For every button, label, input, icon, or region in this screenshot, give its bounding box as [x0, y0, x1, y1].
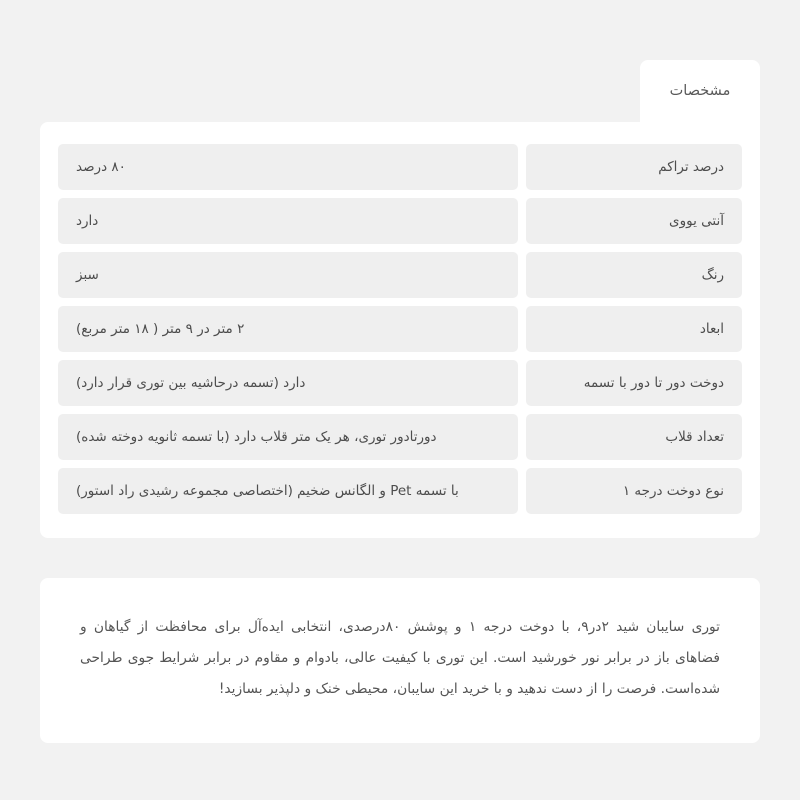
spec-value: با تسمه Pet و الگانس ضخیم (اختصاصی مجموعه رشیدی راد استور)	[58, 468, 518, 514]
spec-key: نوع دوخت درجه ۱	[526, 468, 742, 514]
table-row	[58, 414, 742, 460]
description-text: توری سایبان شید ۲در۹، با دوخت درجه ۱ و پوشش ۸۰درصدی، انتخابی ایده‌آل برای محافظت از گیاهان و فضاهای باز در برابر نور خورشید است. این توری با کیفیت عالی، بادوام و مقاوم در برابر شرایط جوی طراحی شده‌است. فرصت را از دست ندهید و با خرید این سایبان، محیطی خنک و دلپذیر بسازید!	[80, 619, 720, 698]
tab-strip	[40, 60, 760, 122]
specifications-card	[40, 122, 760, 538]
table-row	[58, 306, 742, 352]
table-row	[58, 360, 742, 406]
spec-key: رنگ	[526, 252, 742, 298]
spec-key: تعداد قلاب	[526, 414, 742, 460]
spec-value: ۸۰ درصد	[58, 144, 518, 190]
tab-specifications-label: مشخصات	[669, 83, 731, 99]
spec-value: دارد (تسمه درحاشیه بین توری قرار دارد)	[58, 360, 518, 406]
specifications-table	[58, 144, 742, 514]
spec-key: دوخت دور تا دور با تسمه	[526, 360, 742, 406]
tab-specifications[interactable]	[640, 60, 760, 122]
spec-key: آنتی یووی	[526, 198, 742, 244]
table-row	[58, 468, 742, 514]
spec-value: دورتادور توری، هر یک متر قلاب دارد (با تسمه ثانویه دوخته شده)	[58, 414, 518, 460]
spec-value: سبز	[58, 252, 518, 298]
table-row	[58, 144, 742, 190]
spec-key: ابعاد	[526, 306, 742, 352]
spec-value: ۲ متر در ۹ متر ( ۱۸ متر مربع)	[58, 306, 518, 352]
table-row	[58, 198, 742, 244]
spec-value: دارد	[58, 198, 518, 244]
spec-key: درصد تراکم	[526, 144, 742, 190]
description-card	[40, 578, 760, 743]
table-row	[58, 252, 742, 298]
